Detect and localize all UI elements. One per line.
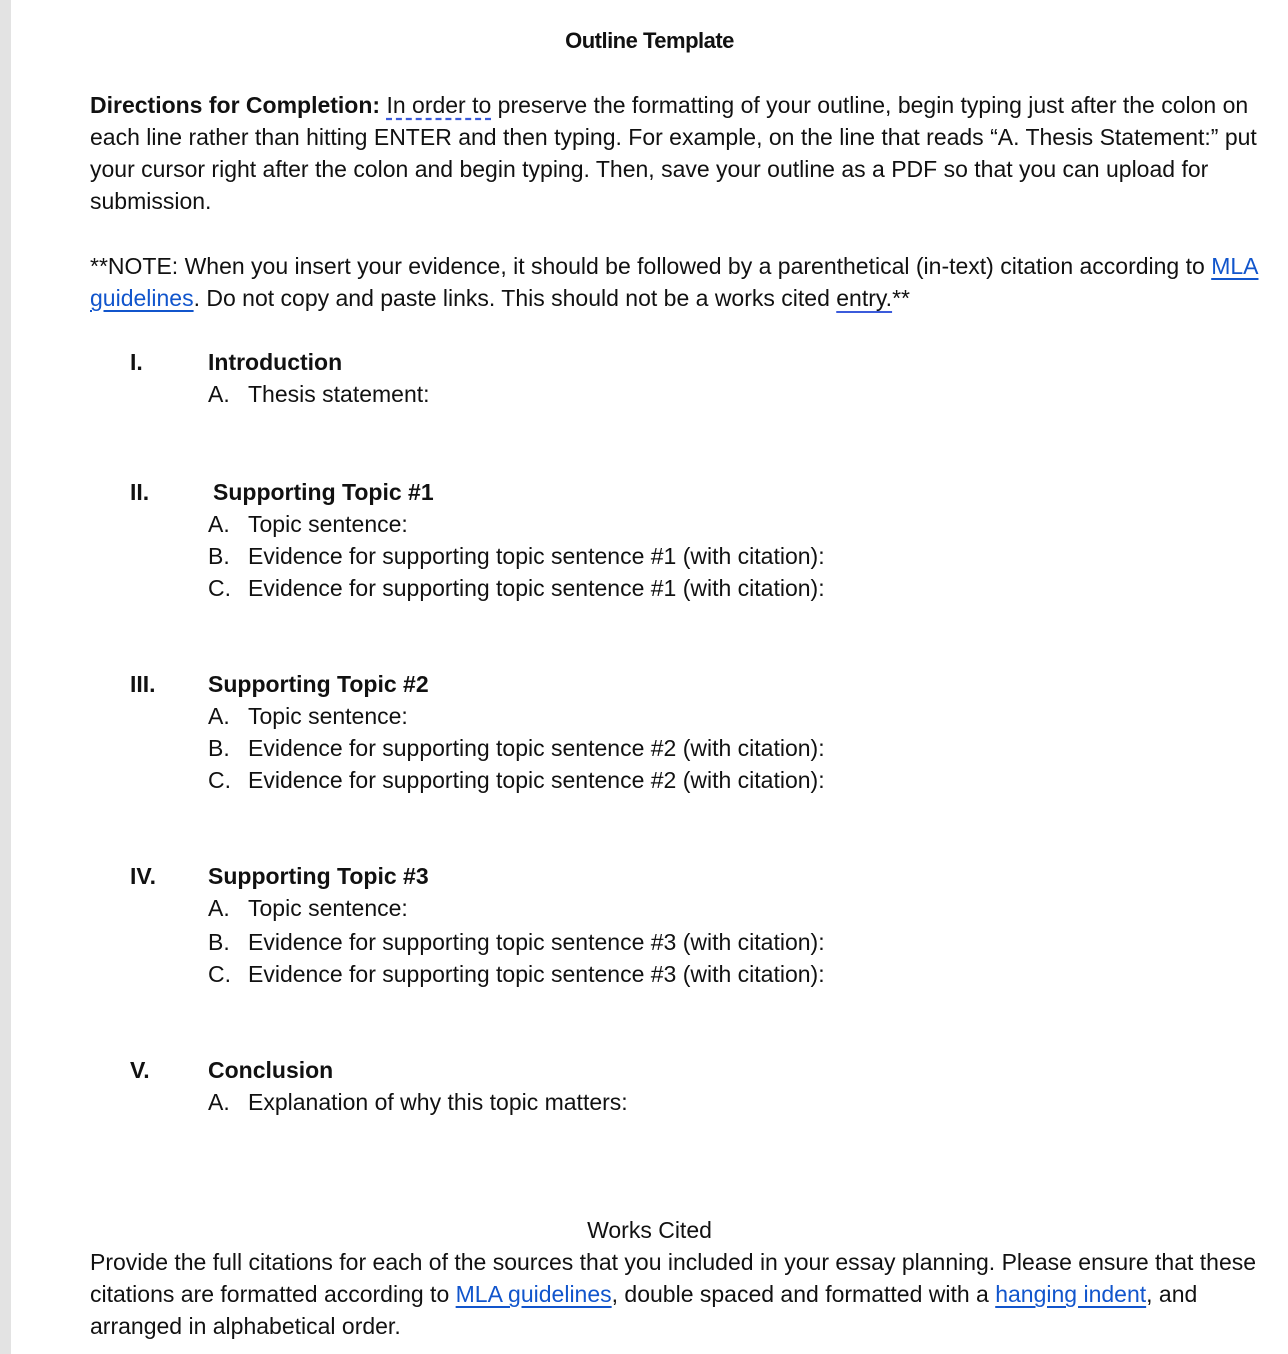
outline-item[interactable]	[208, 700, 408, 732]
item-letter: C.	[208, 575, 231, 601]
outline-item[interactable]	[208, 926, 825, 958]
item-text: Evidence for supporting topic sentence #2 (with citation):	[248, 767, 825, 793]
section-numeral: III.	[130, 671, 156, 697]
works-cited-suffix: , and arranged in alphabetical order.	[90, 1281, 1198, 1339]
outline-item[interactable]	[208, 892, 408, 924]
section-heading: Conclusion	[208, 1057, 334, 1083]
note-entry-word: entry.	[836, 285, 893, 311]
directions-paragraph	[90, 89, 1265, 217]
item-text: Topic sentence:	[248, 703, 408, 729]
item-letter: B.	[208, 735, 230, 761]
outline-item[interactable]	[208, 764, 825, 796]
mla-guidelines-link[interactable]: MLA guidelines	[90, 253, 1259, 311]
outline-item[interactable]	[208, 540, 825, 572]
item-letter: A.	[208, 1089, 230, 1115]
item-letter: C.	[208, 767, 231, 793]
item-text: Evidence for supporting topic sentence #1 (with citation):	[248, 575, 825, 601]
note-prefix: **NOTE: When you insert your evidence, it should be followed by a parenthetical (in-text) citation according to	[90, 253, 1212, 279]
document-page	[11, 0, 1288, 1354]
grammar-flag-phrase: In order to	[386, 92, 492, 118]
directions-text: preserve the formatting of your outline, begin typing just after the colon on each line rather than hitting ENTER and then typing. For example, on the line that reads “A. Thesis Statement:” put your cursor right after the colon and begin typing. Then, save your outline as a PDF so that you can upload for submission.	[90, 92, 1257, 214]
item-text: Topic sentence:	[248, 895, 408, 921]
outline-item[interactable]	[208, 572, 825, 604]
section-numeral: IV.	[130, 863, 157, 889]
item-text: Topic sentence:	[248, 511, 408, 537]
item-letter: A.	[208, 895, 230, 921]
item-letter: A.	[208, 703, 230, 729]
note-middle: . Do not copy and paste links. This should not be a works cited	[193, 285, 837, 311]
hanging-indent-link[interactable]: hanging indent	[995, 1281, 1147, 1307]
section-numeral: I.	[130, 349, 143, 375]
note-suffix: **	[892, 285, 910, 311]
outline-item[interactable]	[208, 732, 825, 764]
item-letter: A.	[208, 381, 230, 407]
item-text: Explanation of why this topic matters:	[248, 1089, 628, 1115]
section-numeral: II.	[130, 479, 150, 505]
note-paragraph	[90, 250, 1265, 314]
section-numeral: V.	[130, 1057, 150, 1083]
outline-item[interactable]	[208, 378, 430, 410]
outline-item[interactable]	[208, 958, 825, 990]
item-text: Thesis statement:	[248, 381, 430, 407]
item-letter: A.	[208, 511, 230, 537]
item-text: Evidence for supporting topic sentence #2 (with citation):	[248, 735, 825, 761]
item-letter: B.	[208, 543, 230, 569]
item-letter: B.	[208, 929, 230, 955]
mla-guidelines-link-2[interactable]: MLA guidelines	[455, 1281, 612, 1307]
outline-item[interactable]	[208, 1086, 628, 1118]
item-text: Evidence for supporting topic sentence #3 (with citation):	[248, 929, 825, 955]
works-cited-paragraph	[90, 1246, 1265, 1342]
section-heading: Supporting Topic #3	[208, 863, 429, 889]
works-cited-title: Works Cited	[587, 1217, 712, 1243]
works-cited-middle: , double spaced and formatted with a	[611, 1281, 996, 1307]
item-text: Evidence for supporting topic sentence #3 (with citation):	[248, 961, 825, 987]
item-letter: C.	[208, 961, 231, 987]
section-heading: Supporting Topic #2	[208, 671, 429, 697]
directions-label: Directions for Completion:	[90, 92, 381, 118]
page-title: Outline Template	[565, 28, 734, 53]
item-text: Evidence for supporting topic sentence #1 (with citation):	[248, 543, 825, 569]
works-cited-prefix: Provide the full citations for each of the sources that you included in your essay planning. Please ensure that these citations are formatted according to	[90, 1249, 1257, 1307]
outline-item[interactable]	[208, 508, 408, 540]
section-heading: Introduction	[208, 349, 343, 375]
section-heading: Supporting Topic #1	[213, 479, 434, 505]
